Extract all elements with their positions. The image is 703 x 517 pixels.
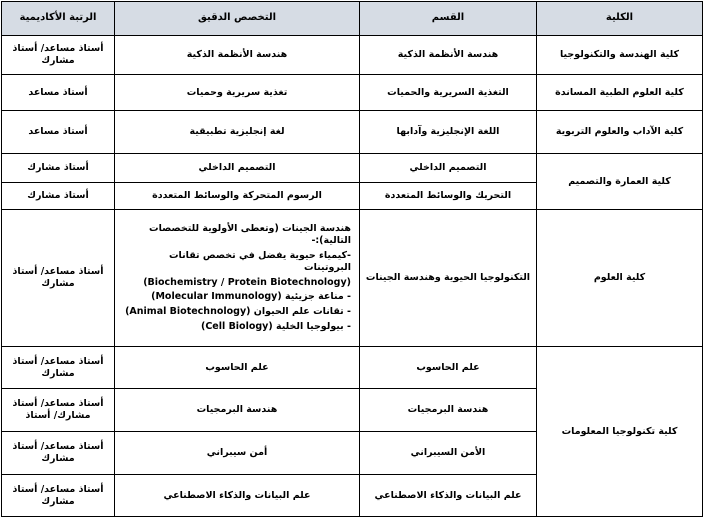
department-cell: هندسة الأنظمة الذكية [360, 36, 537, 75]
college-cell: كلية تكنولوجيا المعلومات [537, 347, 703, 517]
spec-line: -كيمياء حيوية يفضل في تخصص تقانات البروتينات [168, 249, 351, 273]
college-cell: كلية الهندسة والتكنولوجيا [537, 36, 703, 75]
department-cell: علم الحاسوب [360, 347, 537, 389]
college-cell: كلية العلوم الطبية المساندة [537, 75, 703, 111]
header-department: القسم [360, 2, 537, 36]
specialization-cell: لغة إنجليزية تطبيقية [115, 111, 360, 154]
table-row [2, 75, 703, 111]
department-cell: اللغة الإنجليزية وآدابها [360, 111, 537, 154]
department-cell: التكنولوجيا الحيوية وهندسة الجينات [360, 210, 537, 347]
positions-table [1, 1, 703, 517]
department-cell: التصميم الداخلي [360, 154, 537, 183]
rank-cell: أستاذ مشارك [2, 183, 115, 210]
header-specialization: التخصص الدقيق [115, 2, 360, 36]
specialization-cell: علم البيانات والذكاء الاصطناعي [115, 475, 360, 517]
header-college: الكلية [537, 2, 703, 36]
rank-cell: أستاذ مشارك [2, 154, 115, 183]
department-cell: هندسة البرمجيات [360, 389, 537, 432]
spec-line: - تقانات علم الحيوان (Animal Biotechnology) [125, 306, 351, 318]
table-row [2, 347, 703, 389]
rank-cell: أستاذ مساعد/ أستاذ مشارك [2, 475, 115, 517]
specialization-cell: هندسة البرمجيات [115, 389, 360, 432]
specialization-cell: أمن سيبراني [115, 432, 360, 475]
department-cell: الأمن السيبراني [360, 432, 537, 475]
department-cell: التغذية السريرية والحميات [360, 75, 537, 111]
spec-line: - بيولوجيا الخلية (Cell Biology) [200, 321, 351, 333]
specialization-cell: هندسة الأنظمة الذكية [115, 36, 360, 75]
rank-cell: أستاذ مساعد/ أستاذ مشارك [2, 432, 115, 475]
rank-cell: أستاذ مساعد/ أستاذ مشارك [2, 210, 115, 347]
spec-line: - مناعة جزيئية (Molecular Immunology) [151, 291, 351, 303]
rank-cell: أستاذ مساعد [2, 111, 115, 154]
rank-cell: أستاذ مساعد/ أستاذ مشارك [2, 36, 115, 75]
rank-cell: أستاذ مساعد [2, 75, 115, 111]
specialization-list-cell [115, 210, 360, 347]
header-rank: الرتبة الأكاديمية [2, 2, 115, 36]
college-cell: كلية الآداب والعلوم التربوية [537, 111, 703, 154]
spec-line: هندسة الجينات (وتعطى الأولوية للتخصصات التالية):- [149, 223, 351, 246]
table-header-row [2, 2, 703, 36]
specialization-cell: الرسوم المتحركة والوسائط المتعددة [115, 183, 360, 210]
department-cell: علم البيانات والذكاء الاصطناعي [360, 475, 537, 517]
department-cell: التحريك والوسائط المتعددة [360, 183, 537, 210]
table-row [2, 111, 703, 154]
specialization-cell: تغذية سريرية وحميات [115, 75, 360, 111]
specialization-cell: التصميم الداخلي [115, 154, 360, 183]
table-row [2, 210, 703, 347]
college-cell: كلية العمارة والتصميم [537, 154, 703, 210]
rank-cell: أستاذ مساعد/ أستاذ مشارك [2, 347, 115, 389]
spec-line: (Biochemistry / Protein Biotechnology) [143, 276, 351, 288]
specialization-cell: علم الحاسوب [115, 347, 360, 389]
college-cell: كلية العلوم [537, 210, 703, 347]
table-row [2, 36, 703, 75]
rank-cell: أستاذ مساعد/ أستاذ مشارك/ أستاذ [2, 389, 115, 432]
table-row [2, 154, 703, 183]
